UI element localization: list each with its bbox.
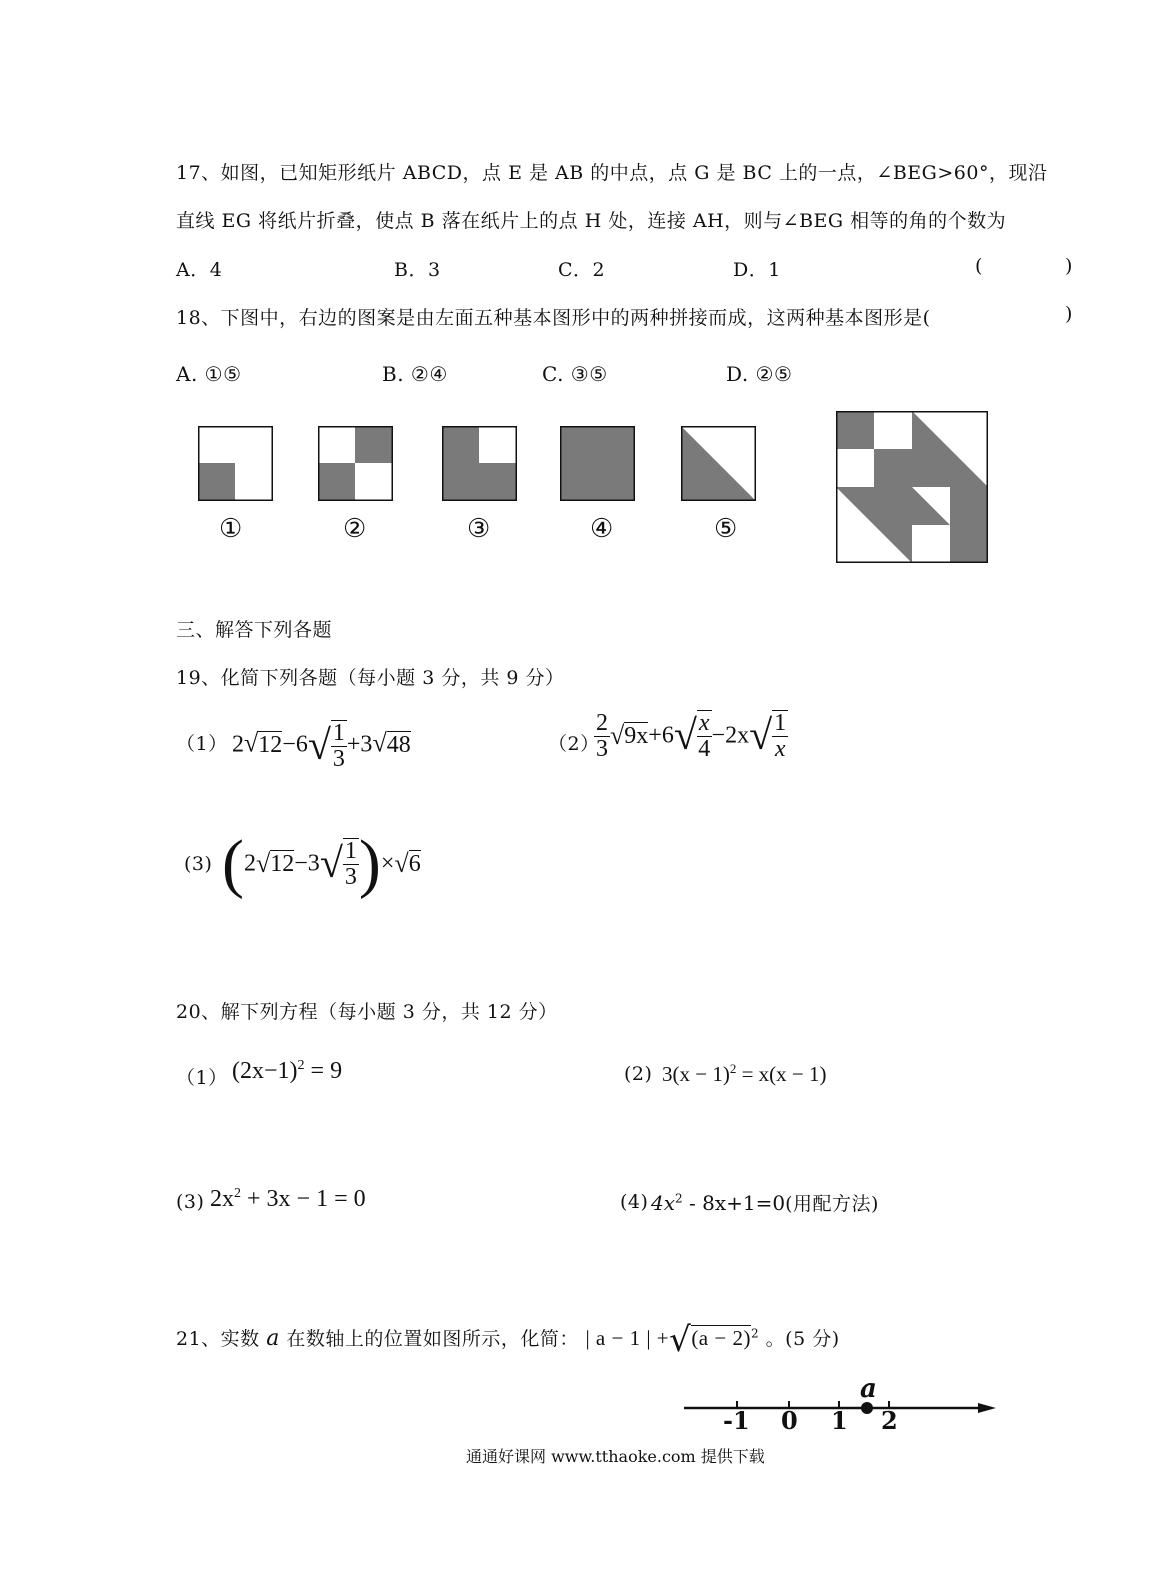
q21-stem-c: 。(5 分) bbox=[765, 1328, 840, 1350]
basic-shape-2 bbox=[318, 426, 393, 501]
q21-var: a bbox=[266, 1326, 280, 1351]
q21-abs-expr: | a − 1 | + bbox=[585, 1326, 670, 1350]
q20-p3-exp: 2 bbox=[234, 1186, 241, 1201]
q20-p2-lhs: 3(x − 1) bbox=[662, 1062, 730, 1086]
q21-stem-a: 21、实数 bbox=[176, 1328, 260, 1350]
q20-p2-label: (2) bbox=[624, 1063, 653, 1085]
q19-p1-rad1: 12 bbox=[258, 731, 283, 758]
q20-p3-expr bbox=[210, 1186, 366, 1213]
q17-line1: 17、如图，已知矩形纸片 ABCD，点 E 是 AB 的中点，点 G 是 BC 上的一点，∠BEG>60°，现沿 bbox=[176, 162, 1048, 184]
axis-label-2: 2 bbox=[881, 1406, 898, 1435]
q19-p1-rad2: 48 bbox=[386, 731, 411, 758]
q17-option-b: B．3 bbox=[394, 259, 441, 281]
q20-p4-expr bbox=[651, 1189, 879, 1216]
q19-p3-coef2: −3 bbox=[294, 850, 320, 877]
q20-p3-label: (3) bbox=[176, 1191, 205, 1213]
q17-answer-bracket-open: ( bbox=[975, 255, 983, 277]
q19-p2-expr: $\frac{2}{3}$ √9x+6√ $\frac{x}{4}$ −2x√ $\frac{1}{x}$ bbox=[596, 709, 787, 763]
q20-p1-expr bbox=[232, 1058, 342, 1085]
q19-p1-coef2: −6 bbox=[282, 731, 308, 758]
q20-p1-rhs: = 9 bbox=[310, 1058, 343, 1084]
q20-p2-expr bbox=[662, 1061, 827, 1087]
q19-p1-label: （1） bbox=[176, 733, 228, 755]
q18-stem: 18、下图中，右边的图案是由左面五种基本图形中的两种拼接而成，这两种基本图形是( bbox=[176, 307, 931, 329]
q21-exp: 2 bbox=[750, 1326, 760, 1341]
shape-label-1: ① bbox=[219, 514, 243, 544]
shape-label-2: ② bbox=[343, 514, 367, 544]
q19-p1-expr: 2√12−6√ $\frac{1}{3}$ +3√48 bbox=[232, 720, 411, 773]
q17-option-c: C．2 bbox=[558, 259, 606, 281]
q20-p4-exp: 2 bbox=[675, 1191, 683, 1206]
q19-p3-frac-den: 3 bbox=[344, 864, 357, 890]
shape-label-4: ④ bbox=[590, 514, 614, 544]
q20-p1-lhs: (2x−1) bbox=[232, 1058, 298, 1084]
shape-label-3: ③ bbox=[467, 514, 491, 544]
q19-p2-coef1: +6 bbox=[648, 722, 674, 749]
q19-p2-frac1-den: 3 bbox=[596, 735, 608, 762]
axis-label-minus1: -1 bbox=[723, 1406, 750, 1435]
q20-p3-rest: + 3x − 1 = 0 bbox=[247, 1186, 366, 1212]
q20-p1-label: （1） bbox=[176, 1067, 228, 1089]
q18-option-a: A. ①⑤ bbox=[176, 362, 242, 386]
q18-option-d: D. ②⑤ bbox=[726, 362, 793, 386]
q18-answer-bracket-close: ) bbox=[1065, 303, 1073, 325]
axis-label-1: 1 bbox=[831, 1406, 848, 1435]
q20-p2-rhs: = x(x − 1) bbox=[741, 1062, 827, 1086]
q21-stem-b: 在数轴上的位置如图所示，化简： bbox=[286, 1328, 579, 1350]
q18-option-b: B. ②④ bbox=[382, 362, 448, 386]
basic-shape-4 bbox=[560, 426, 635, 501]
q19-p1-frac bbox=[331, 720, 347, 772]
q20-p4-label: (4) bbox=[620, 1191, 649, 1213]
q19-p2-label: （2） bbox=[548, 733, 600, 755]
q19-p2-coef2: −2x bbox=[711, 722, 750, 749]
q19-p2-frac1-num: 2 bbox=[596, 709, 608, 736]
q19-p2-frac2 bbox=[697, 710, 712, 762]
q21-stem: 21、实数 a 在数轴上的位置如图所示，化简： | a − 1 | $+√(a - 2)^2$ 。(5 分) bbox=[176, 1320, 840, 1360]
q19-p3-rad1: 12 bbox=[270, 850, 295, 877]
q19-p3-expr: (2√12−3√ $\frac{1}{3}$ )×√6 bbox=[222, 827, 421, 900]
q19-p1-coef1: 2 bbox=[232, 731, 244, 758]
q19-p1-coef3: +3 bbox=[346, 731, 373, 758]
q19-p2-rad1: 9x bbox=[624, 722, 649, 749]
q19-p2-frac3-num: 1 bbox=[774, 710, 787, 736]
q19-p2-frac2-den: 4 bbox=[698, 736, 711, 763]
q20-p4-rest: - 8x+1=0 bbox=[682, 1191, 786, 1215]
q20-p2-exp: 2 bbox=[729, 1061, 737, 1076]
q19-p1-frac-den: 3 bbox=[332, 746, 345, 773]
basic-shape-3 bbox=[442, 426, 517, 501]
q20-stem: 20、解下列方程（每小题 3 分，共 12 分） bbox=[176, 1001, 558, 1023]
q17-option-a: A．4 bbox=[176, 259, 223, 281]
section-3-title: 三、解答下列各题 bbox=[176, 619, 333, 641]
q19-p3-rad2: 6 bbox=[408, 850, 421, 877]
number-line-arrow bbox=[978, 1403, 996, 1413]
q19-p3-times: × bbox=[380, 850, 395, 877]
axis-label-0: 0 bbox=[781, 1406, 798, 1435]
basic-shape-5 bbox=[681, 426, 756, 501]
footer-text: 通通好课网 www.tthaoke.com 提供下载 bbox=[466, 1447, 765, 1466]
q20-p1-exp: 2 bbox=[297, 1058, 305, 1073]
q19-p1-frac-num: 1 bbox=[332, 720, 345, 746]
q19-p3-label: (3) bbox=[184, 853, 213, 875]
composite-pattern bbox=[836, 411, 988, 563]
q19-p2-frac3-den: x bbox=[774, 736, 786, 763]
basic-shape-1 bbox=[198, 426, 273, 501]
q19-p3-frac-num: 1 bbox=[344, 837, 357, 864]
q19-p3-frac bbox=[343, 838, 359, 890]
q19-p2-frac2-num: x bbox=[698, 710, 710, 736]
q20-p4-term: 4x bbox=[651, 1191, 676, 1215]
q19-p3-lparen: ( bbox=[222, 827, 244, 900]
q19-stem: 19、化简下列各题（每小题 3 分，共 9 分） bbox=[176, 667, 565, 689]
q21-root-expr: (a − 2) bbox=[691, 1326, 751, 1350]
q19-p2-frac3 bbox=[772, 710, 788, 762]
q19-p3-coef1: 2 bbox=[243, 850, 256, 877]
q20-p4-note: (用配方法) bbox=[785, 1193, 879, 1215]
q19-p2-frac1 bbox=[594, 711, 610, 762]
q17-answer-bracket-close: ) bbox=[1065, 255, 1073, 277]
axis-point-label-a: a bbox=[860, 1374, 877, 1404]
q17-line2: 直线 EG 将纸片折叠，使点 B 落在纸片上的点 H 处，连接 AH，则与∠BEG 相等的角的个数为 bbox=[176, 210, 1007, 232]
q18-option-c: C. ③⑤ bbox=[542, 362, 608, 386]
q20-p3-term: 2x bbox=[210, 1186, 234, 1212]
shape-label-5: ⑤ bbox=[714, 514, 738, 544]
q19-p3-rparen: ) bbox=[358, 827, 381, 900]
q17-option-d: D．1 bbox=[733, 259, 781, 281]
